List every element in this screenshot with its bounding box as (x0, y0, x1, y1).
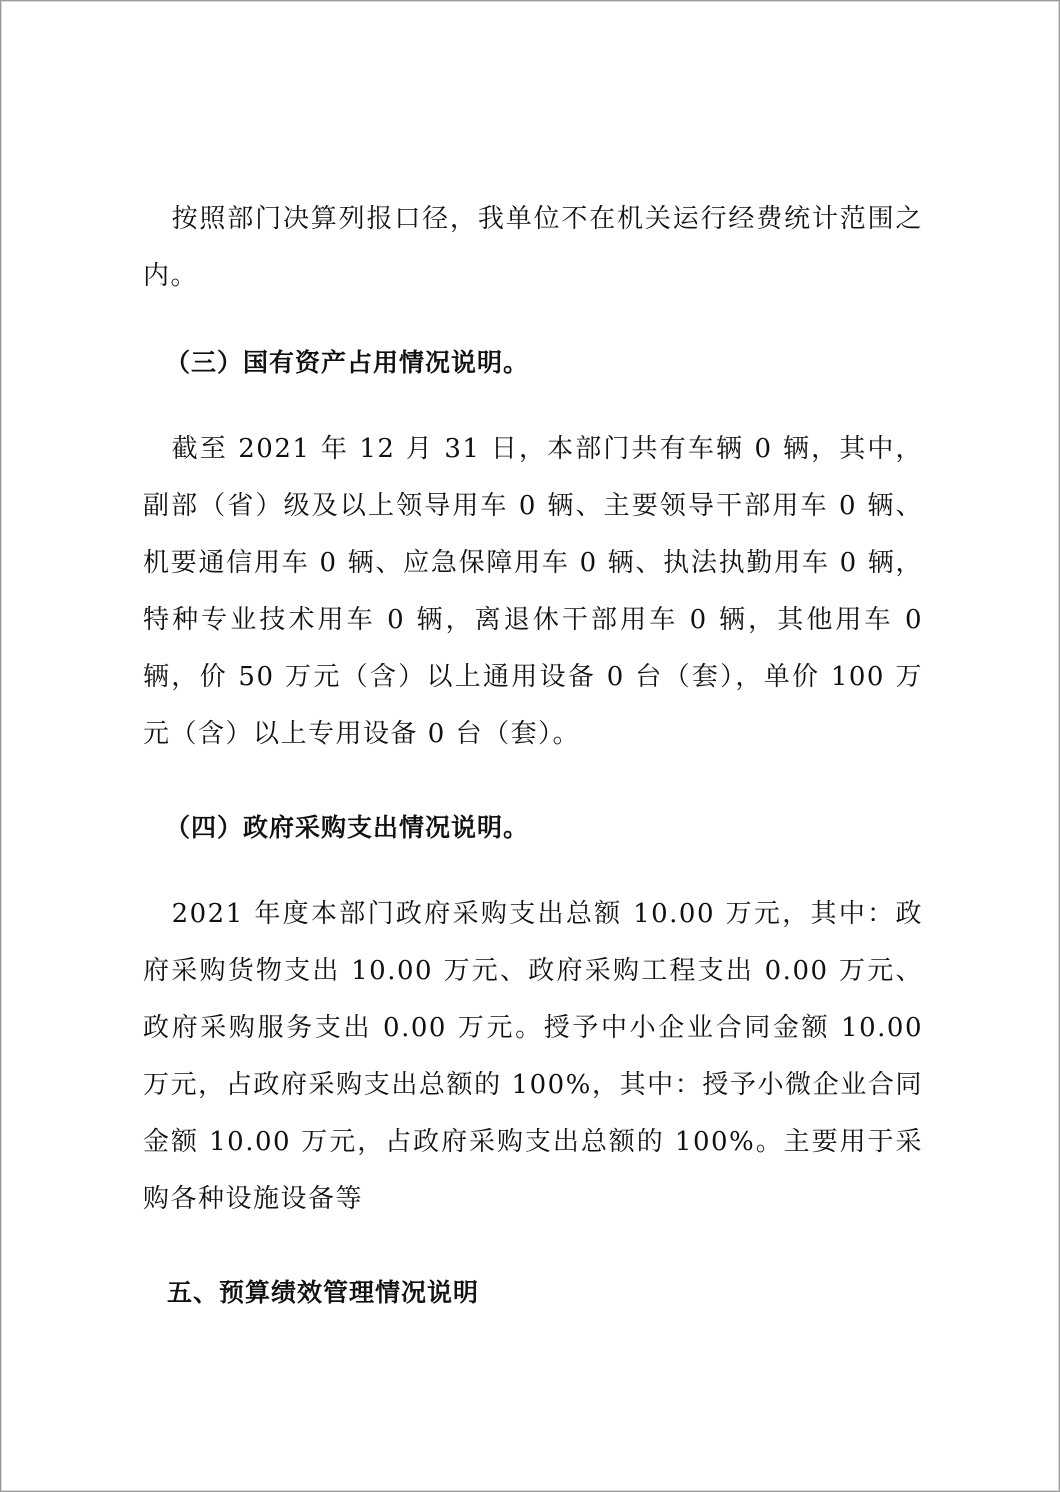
chapter-heading-performance-management: 五、预算绩效管理情况说明 (167, 1278, 480, 1307)
section-heading-government-procurement: （四）政府采购支出情况说明。 (165, 813, 530, 842)
document-body (143, 191, 923, 1321)
section-heading-state-assets: （三）国有资产占用情况说明。 (165, 348, 530, 377)
paragraph-operating-expenses: 按照部门决算列报口径，我单位不在机关运行经费统计范围之内。 (143, 204, 923, 291)
paragraph-government-procurement: 2021 年度本部门政府采购支出总额 10.00 万元，其中：政府采购货物支出 10.00 万元、政府采购工程支出 0.00 万元、政府采购服务支出 0.00 万元。授予中小企业合同金额 10.00 万元，占政府采购支出总额的 100%，其中：授予小微企业合同金额 10.00 万元，占政府采购支出总额的 100%。主要用于采购各种设施设备等 (143, 899, 923, 1214)
paragraph-state-assets: 截至 2021 年 12 月 31 日，本部门共有车辆 0 辆，其中，副部（省）级及以上领导用车 0 辆、主要领导干部用车 0 辆、机要通信用车 0 辆、应急保障用车 0 辆、执法执勤用车 0 辆，特种专业技术用车 0 辆，离退休干部用车 0 辆，其他用车 0 辆，价 50 万元（含）以上通用设备 0 台（套），单价 100 万元（含）以上专用设备 0 台（套）。 (143, 434, 923, 749)
